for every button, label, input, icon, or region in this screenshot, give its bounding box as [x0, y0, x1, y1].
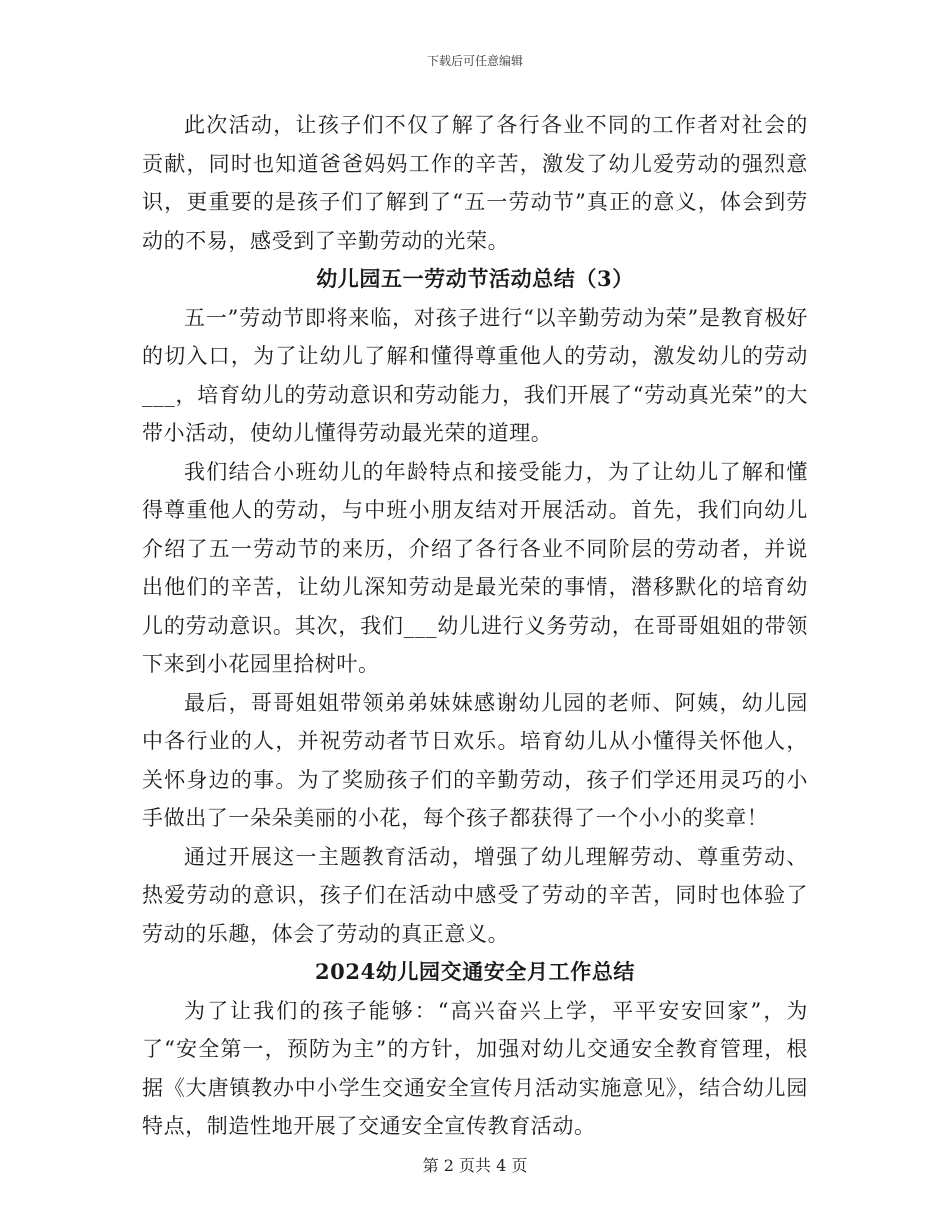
paragraph-traffic-safety-intro: 为了让我们的孩子能够：“高兴奋兴上学，平平安安回家”，为了“安全第一，预防为主”的方针，加强对幼儿交通安全教育管理，根据《大唐镇教办中小学生交通安全宣传月活动实施意见》，结合幼儿园特点，制造性地开展了交通安全宣传教育活动。 [142, 998, 808, 1138]
paragraph-may-day-activities: 我们结合小班幼儿的年龄特点和接受能力，为了让幼儿了解和懂得尊重他人的劳动，与中班小朋友结对开展活动。首先，我们向幼儿介绍了五一劳动节的来历，介绍了各行各业不同阶层的劳动者，并说出他们的辛苦，让幼儿深知劳动是最光荣的事情，潜移默化的培育幼儿的劳动意识。其次，我们___幼儿进行义务劳动，在哥哥姐姐的带领下来到小花园里拾树叶。 [142, 459, 808, 676]
paragraph-may-day-finale: 最后，哥哥姐姐带领弟弟妹妹感谢幼儿园的老师、阿姨，幼儿园中各行业的人，并祝劳动者节日欢乐。培育幼儿从小懂得关怀他人，关怀身边的事。为了奖励孩子们的辛勤劳动，孩子们学还用灵巧的小手做出了一朵朵美丽的小花，每个孩子都获得了一个小小的奖章！ [142, 690, 808, 830]
paragraph-may-day-conclusion: 通过开展这一主题教育活动，增强了幼儿理解劳动、尊重劳动、热爱劳动的意识，孩子们在活动中感受了劳动的辛苦，同时也体验了劳动的乐趣，体会了劳动的真正意义。 [142, 844, 808, 946]
paragraph-activity-summary: 此次活动，让孩子们不仅了解了各行各业不同的工作者对社会的贡献，同时也知道爸爸妈妈工作的辛苦，激发了幼儿爱劳动的强烈意识，更重要的是孩子们了解到了“五一劳动节”真正的意义，体会到劳动的不易，感受到了辛勤劳动的光荣。 [142, 113, 808, 253]
section-title-may-day: 幼儿园五一劳动节活动总结（3） [316, 266, 634, 291]
section-title-traffic-safety: 2024幼儿园交通安全月工作总结 [314, 959, 636, 984]
page-footer: 第 2 页共 4 页 [422, 1156, 528, 1175]
document-body [142, 106, 808, 1146]
paragraph-may-day-intro: 五一”劳动节即将来临，对孩子进行“以辛勤劳动为荣”是教育极好的切入口，为了让幼儿了解和懂得尊重他人的劳动，激发幼儿的劳动___，培育幼儿的劳动意识和劳动能力，我们开展了“劳动真光荣”的大带小活动，使幼儿懂得劳动最光荣的道理。 [142, 305, 808, 445]
page-header: 下载后可任意编辑 [426, 54, 523, 68]
